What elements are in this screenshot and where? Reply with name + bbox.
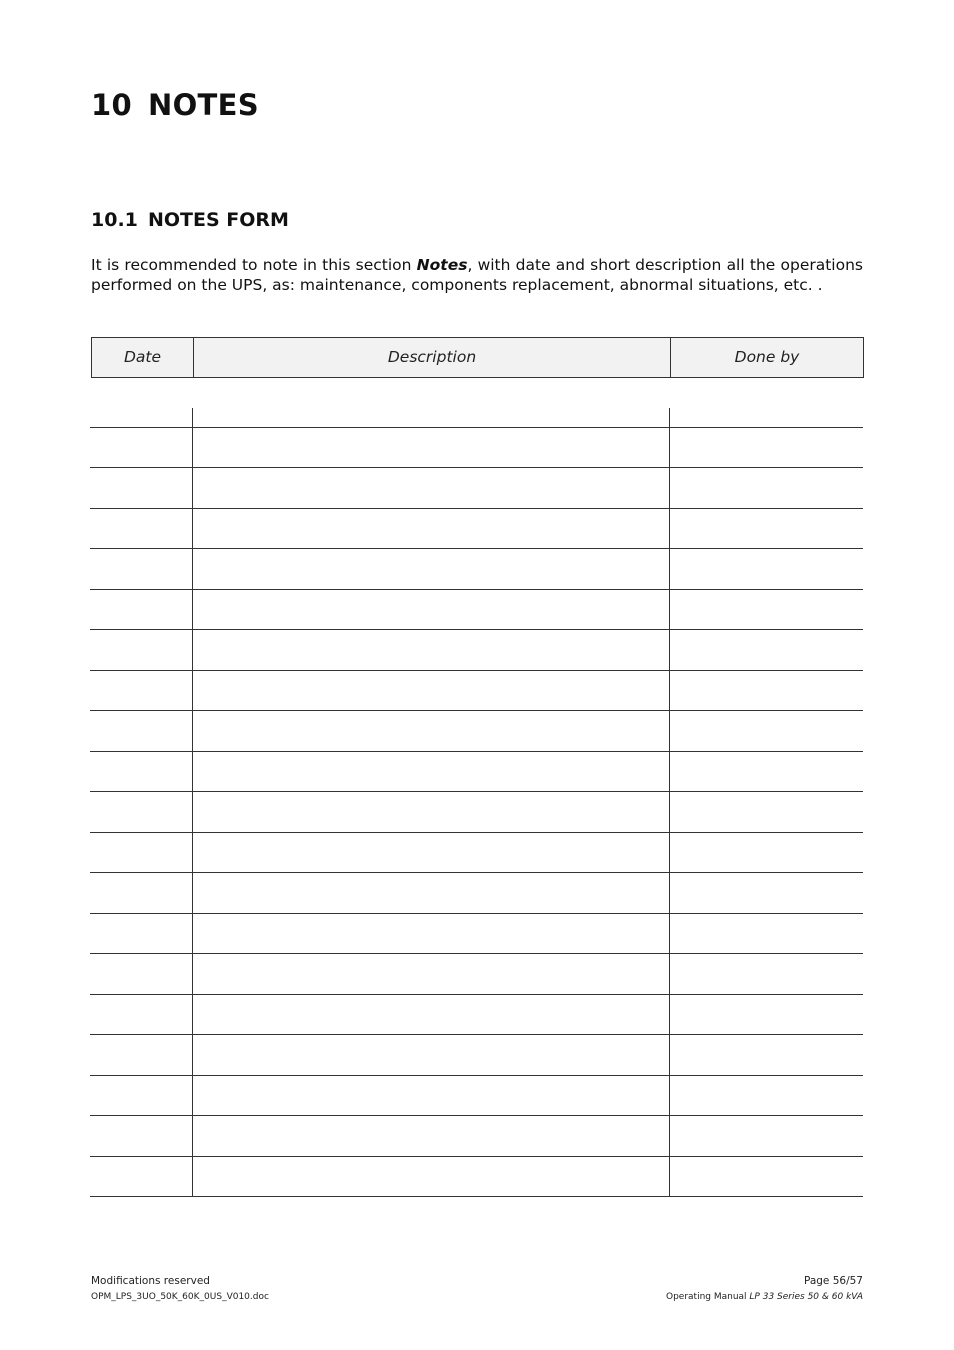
- column-divider: [669, 1157, 670, 1197]
- column-divider: [669, 671, 670, 711]
- column-divider: [192, 752, 193, 792]
- footer-page-number: Page 56/57: [803, 1275, 863, 1287]
- intro-emphasis: Notes: [416, 256, 468, 274]
- table-row: [90, 428, 863, 469]
- column-divider: [669, 711, 670, 751]
- table-row: [90, 914, 863, 955]
- column-divider: [669, 509, 670, 549]
- column-divider: [669, 590, 670, 630]
- table-row: [90, 995, 863, 1036]
- column-divider: [669, 1035, 670, 1075]
- column-divider: [192, 1116, 193, 1156]
- footer-manual-model: LP 33 Series 50 & 60 kVA: [749, 1292, 863, 1302]
- section-title-text: NOTES FORM: [148, 209, 289, 231]
- intro-paragraph: [91, 255, 863, 295]
- column-header-done-by: Done by: [734, 348, 800, 366]
- column-divider: [192, 428, 193, 468]
- column-divider: [669, 468, 670, 508]
- footer-modifications: Modifications reserved: [91, 1275, 210, 1287]
- column-divider: [669, 954, 670, 994]
- column-divider: [669, 873, 670, 913]
- intro-line-2: performed on the UPS, as: maintenance, components replacement, abnormal situations, etc. .: [91, 276, 823, 294]
- chapter-title: [91, 88, 259, 122]
- column-divider: [669, 428, 670, 468]
- column-divider: [669, 630, 670, 670]
- chapter-title-text: NOTES: [148, 88, 259, 122]
- column-divider: [192, 711, 193, 751]
- column-divider: [669, 833, 670, 873]
- column-divider: [669, 1076, 670, 1116]
- footer-manual-title: [666, 1292, 863, 1302]
- column-divider: [192, 408, 193, 427]
- table-row: [90, 468, 863, 509]
- table-row: [90, 509, 863, 550]
- section-title: [91, 209, 289, 231]
- column-divider: [192, 630, 193, 670]
- table-row: [90, 671, 863, 712]
- footer-document-name: OPM_LPS_3UO_50K_60K_0US_V010.doc: [91, 1292, 269, 1302]
- notes-table-header: [91, 337, 864, 378]
- column-divider: [192, 1035, 193, 1075]
- column-divider: [192, 792, 193, 832]
- column-divider: [192, 671, 193, 711]
- table-row: [90, 954, 863, 995]
- table-row: [90, 1116, 863, 1157]
- column-divider: [192, 1076, 193, 1116]
- column-divider: [192, 590, 193, 630]
- column-divider: [669, 1116, 670, 1156]
- column-divider: [669, 752, 670, 792]
- intro-text-after: , with date and short description all the operations: [467, 256, 863, 274]
- column-divider: [192, 954, 193, 994]
- column-divider: [192, 549, 193, 589]
- column-divider: [192, 873, 193, 913]
- intro-line-1: [91, 255, 863, 275]
- chapter-number: 10: [91, 88, 132, 122]
- column-divider: [669, 549, 670, 589]
- column-divider: [669, 792, 670, 832]
- column-divider: [192, 914, 193, 954]
- column-divider: [192, 468, 193, 508]
- column-divider: [669, 995, 670, 1035]
- table-row: [90, 873, 863, 914]
- intro-text-before: It is recommended to note in this section: [91, 256, 417, 274]
- table-row: [90, 1035, 863, 1076]
- column-header-description: Description: [194, 338, 671, 377]
- column-divider: [192, 833, 193, 873]
- table-row: [90, 1076, 863, 1117]
- column-divider: [192, 509, 193, 549]
- table-row: [90, 792, 863, 833]
- footer-manual-prefix: Operating Manual: [666, 1292, 750, 1302]
- table-row: [90, 630, 863, 671]
- table-row: [90, 549, 863, 590]
- table-row: [90, 590, 863, 631]
- column-divider: [192, 1157, 193, 1197]
- table-row: [90, 1157, 863, 1198]
- column-divider: [669, 914, 670, 954]
- table-row: [90, 833, 863, 874]
- column-header-date: Date: [92, 338, 194, 377]
- table-row: [90, 711, 863, 752]
- section-number: 10.1: [91, 209, 138, 231]
- column-divider: [192, 995, 193, 1035]
- table-row: [90, 408, 863, 428]
- table-row: [90, 752, 863, 793]
- notes-table-body: [90, 408, 863, 1197]
- column-divider: [669, 408, 670, 427]
